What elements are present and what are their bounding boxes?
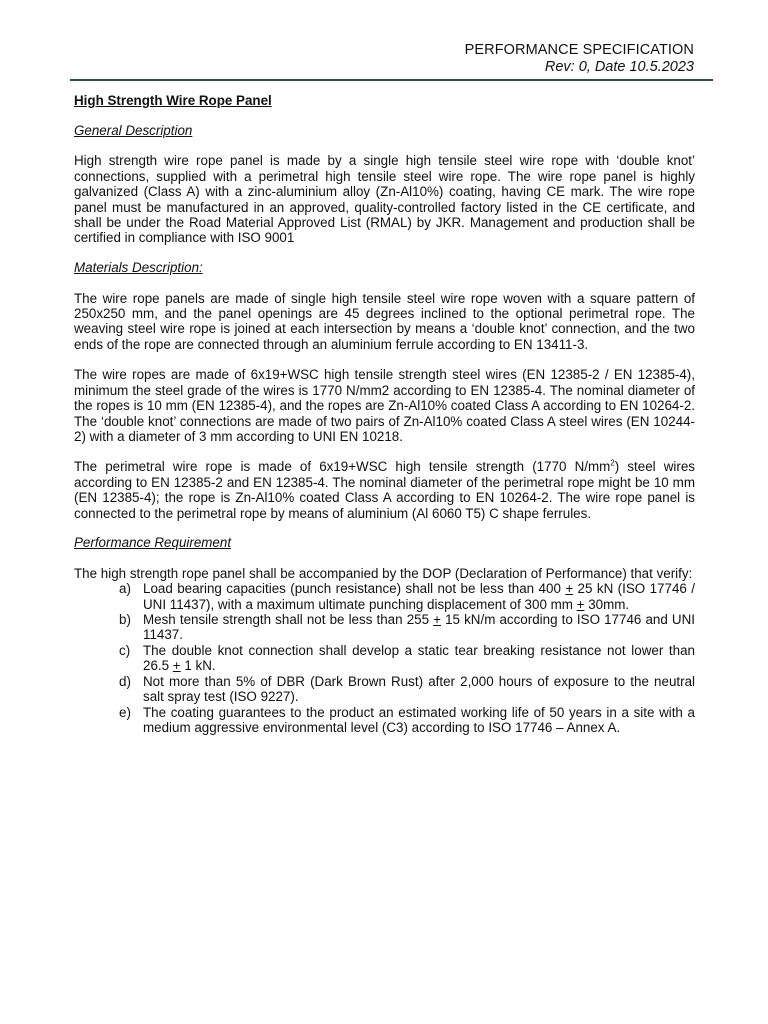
general-description-heading: General Description (74, 122, 193, 138)
document-body (74, 93, 695, 735)
requirement-item-d (74, 674, 695, 705)
plus-minus-sign: + (172, 658, 181, 674)
requirement-text: 15 kN/m according to ISO 17746 and UNI 11437. (143, 612, 695, 643)
header-divider (70, 79, 713, 81)
requirement-item-e (74, 705, 695, 736)
requirement-text: Mesh tensile strength shall not be less than 255 (143, 612, 434, 628)
materials-paragraph-1: The wire rope panels are made of single high tensile steel wire rope woven with a square pattern of 250x250 mm, and the panel openings are 45 degrees inclined to the optional perimetral rope. The weaving steel wire rope is joined at each intersection by means a ‘double knot’ connection, and the two ends of the rope are connected through an aluminium ferrule according to EN 13411-3. (74, 290, 695, 352)
page-header (465, 42, 694, 76)
requirement-text: Not more than 5% of DBR (Dark Brown Rust) after 2,000 hours of exposure to the neutral salt spray test (ISO 9227). (143, 673, 695, 705)
requirement-item-c (74, 643, 695, 674)
requirement-letter: a) (119, 581, 131, 597)
performance-requirement-heading: Performance Requirement (74, 535, 232, 551)
plus-minus-sign: + (433, 612, 441, 628)
materials-paragraph-3 (74, 459, 695, 521)
materials-paragraph-3-part-a: The perimetral wire rope is made of 6x19+WSC high tensile strength (1770 N/mm (74, 459, 611, 475)
requirement-list (74, 581, 695, 735)
requirement-text: The coating guarantees to the product an estimated working life of 50 years in a site with a medium aggressive environmental level (C3) according to ISO 17746 – Annex A. (143, 704, 695, 735)
requirement-item-a (74, 581, 695, 612)
materials-paragraph-2: The wire ropes are made of 6x19+WSC high tensile strength steel wires (EN 12385-2 / EN 12385-4), minimum the steel grade of the wires is 1770 N/mm2 according to EN 12385-4. The nominal diameter of the ropes is 10 mm (EN 12385-4), and the ropes are Zn-Al10% coated Class A according to EN 10264-2. The ‘double knot’ connections are made of two pairs of Zn-Al10% coated Class A steel wires (EN 10244-2) with a diameter of 3 mm according to UNI EN 10218. (74, 367, 695, 444)
requirement-text: Load bearing capacities (punch resistance) shall not be less than 400 (143, 581, 566, 597)
performance-intro: The high strength rope panel shall be accompanied by the DOP (Declaration of Performance) that verify: (74, 565, 693, 581)
requirement-text: The double knot connection shall develop a static tear breaking resistance not lower than 26.5 (143, 642, 695, 674)
general-description-text: High strength wire rope panel is made by a single high tensile steel wire rope with ‘double knot’ connections, supplied with a perimetral high tensile steel wire rope. The wire rope panel is highly galvanized (Class A) with a zinc-aluminium alloy (Zn-Al10%) coating, having CE mark. The wire rope panel must be manufactured in an approved, quality-controlled factory listed in the CE certificate, and shall be under the Road Material Approved List (RMAL) by JKR. Management and production shall be certified in compliance with ISO 9001 (74, 153, 695, 246)
requirement-text: 25 kN (ISO 17746 / UNI 11437), with a maximum ultimate punching displacement of 300 mm (143, 581, 695, 612)
plus-minus-sign: + (576, 596, 585, 612)
requirement-letter: e) (119, 704, 131, 720)
materials-description-heading: Materials Description: (74, 260, 203, 276)
document-title: High Strength Wire Rope Panel (74, 93, 272, 108)
materials-paragraph-3-part-b: ) steel wires according to EN 12385-2 and EN 12385-4. The nominal diameter of the perimetral rope might be 10 mm (EN 12385-4); the rope is Zn-Al10% coated Class A according to EN 10264-2. The wire rope panel is connected to the perimetral rope by means of aluminium (Al 6060 T5) C shape ferrules. (74, 459, 695, 521)
plus-minus-sign: + (565, 581, 574, 597)
header-title: PERFORMANCE SPECIFICATION (464, 42, 694, 58)
requirement-letter: d) (119, 673, 131, 689)
superscript-2: 2 (610, 458, 615, 468)
requirement-text: 30mm. (584, 596, 630, 612)
requirement-item-b (74, 612, 695, 643)
requirement-letter: b) (119, 612, 131, 628)
requirement-letter: c) (119, 642, 131, 658)
header-revision: Rev: 0, Date 10.5.2023 (544, 59, 694, 75)
requirement-text: 1 kN. (180, 658, 216, 674)
